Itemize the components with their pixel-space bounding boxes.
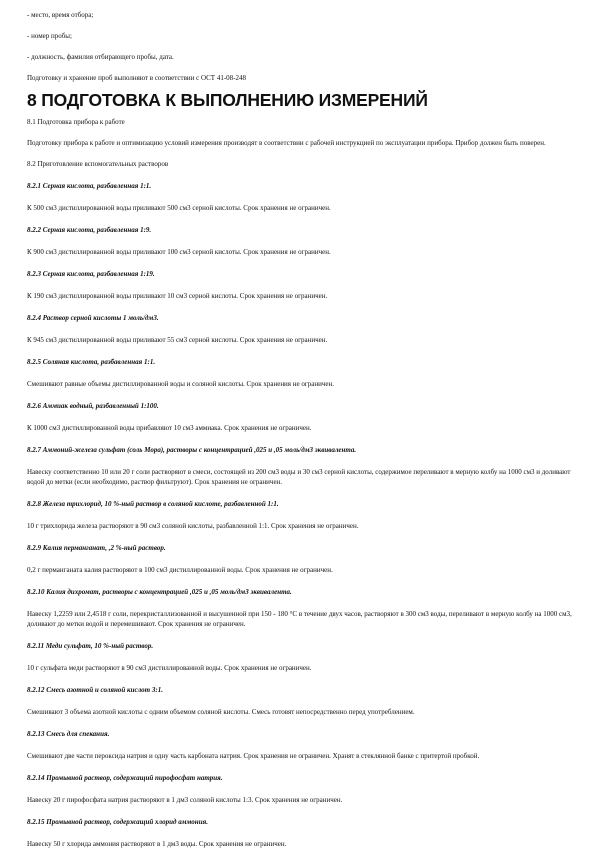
subsection-heading-8-2: 8.2 Приготовление вспомогательных растворов bbox=[27, 160, 169, 168]
solution-heading: 8.2.5 Соляная кислота, разбавленная 1:1. bbox=[27, 358, 156, 366]
solution-text: К 900 см3 дистиллированной воды приливают 100 см3 серной кислоты. Срок хранения не ограничен. bbox=[27, 248, 331, 256]
solution-text: Смешивают две части пероксида натрия и одну часть карбоната натрия. Срок хранения не ограничен. Хранят в стеклянной банке с притертой пробкой. bbox=[27, 752, 480, 760]
solution-text: К 190 см3 дистиллированной воды приливают 10 см3 серной кислоты. Срок хранения не ограничен. bbox=[27, 292, 328, 300]
solution-text: 10 г трихлорида железа растворяют в 90 см3 соляной кислоты, разбавленной 1:1. Срок хранения не ограничен. bbox=[27, 522, 359, 530]
solution-heading: 8.2.12 Смесь азотной и соляной кислот 3:1. bbox=[27, 686, 163, 694]
solution-text: Навеску 20 г пирофосфата натрия растворяют в 1 дм3 соляной кислоты 1:3. Срок хранения не ограничен. bbox=[27, 796, 343, 804]
solution-text: 10 г сульфата меди растворяют в 90 см3 дистиллированной воды. Срок хранения не ограничен. bbox=[27, 664, 312, 672]
subsection-text-8-1: Подготовку прибора к работе и оптимизацию условий измерения производят в соответствии с рабочей инструкцией по эксплуатации прибора. Прибор должен быть поверен. bbox=[27, 139, 546, 147]
subsection-heading-8-1: 8.1 Подготовка прибора к работе bbox=[27, 118, 125, 126]
solution-heading: 8.2.7 Аммоний-железа сульфат (соль Мора), растворы с концентрацией ,025 и ,05 моль/дм3 эквивалента. bbox=[27, 446, 357, 454]
solution-text: К 500 см3 дистиллированной воды приливают 500 см3 серной кислоты. Срок хранения не ограничен. bbox=[27, 204, 331, 212]
solution-heading: 8.2.3 Серная кислота, разбавленная 1:19. bbox=[27, 270, 155, 278]
solution-text: Навеску 1,2259 или 2,4518 г соли, перекристаллизованной и высушенной при 150 - 180 °С в течение двух часов, растворяют в 300 см3 воды, переливают в мерную колбу на 1000 см3, доливают до метки водой и перемешивают. Срок хранения не ограничен. bbox=[27, 610, 572, 628]
solution-text: 0,2 г перманганата калия растворяют в 100 см3 дистиллированной воды. Срок хранения не ограничен. bbox=[27, 566, 333, 574]
solution-text: Смешивают 3 объема азотной кислоты с одним объемом соляной кислоты. Смесь готовят непосредственно перед употреблением. bbox=[27, 708, 415, 716]
solution-heading: 8.2.11 Меди сульфат, 10 %-ный раствор. bbox=[27, 642, 154, 650]
bullet-sample-number: - номер пробы; bbox=[27, 32, 72, 40]
solution-heading: 8.2.4 Раствор серной кислоты 1 моль/дм3. bbox=[27, 314, 159, 322]
solution-heading: 8.2.2 Серная кислота, разбавленная 1:9. bbox=[27, 226, 152, 234]
section-title: 8 ПОДГОТОВКА К ВЫПОЛНЕНИЮ ИЗМЕРЕНИЙ bbox=[27, 90, 428, 110]
solution-heading: 8.2.14 Промывной раствор, содержащий пирофосфат натрия. bbox=[27, 774, 223, 782]
solution-heading: 8.2.1 Серная кислота, разбавленная 1:1. bbox=[27, 182, 152, 190]
solution-heading: 8.2.10 Калия дихромат, растворы с концентрацией ,025 и ,05 моль/дм3 эквивалента. bbox=[27, 588, 292, 596]
solution-heading: 8.2.13 Смесь для спекания. bbox=[27, 730, 110, 738]
solution-text: К 945 см3 дистиллированной воды приливают 55 см3 серной кислоты. Срок хранения не ограничен. bbox=[27, 336, 328, 344]
solution-text: Навеску соответственно 10 или 20 г соли растворяют в смеси, состоящей из 200 см3 воды и 30 см3 серной кислоты, содержимое переливают в мерную колбу на 1000 см3 и доливают водой до метки (если необходимо, раствор фильтруют). Срок хранения не ограничен. bbox=[27, 468, 571, 486]
bullet-position-name-date: - должность, фамилия отбирающего пробы, дата. bbox=[27, 53, 174, 61]
solution-heading: 8.2.6 Аммиак водный, разбавленный 1:100. bbox=[27, 402, 159, 410]
storage-note: Подготовку и хранение проб выполняют в соответствии с ОСТ 41-08-248 bbox=[27, 74, 246, 82]
solution-text: К 1000 см3 дистиллированной воды прибавляют 10 см3 аммиака. Срок хранения не ограничен. bbox=[27, 424, 312, 432]
bullet-place-time: - место, время отбора; bbox=[27, 11, 94, 19]
solution-text: Смешивают равные объемы дистиллированной воды и соляной кислоты. Срок хранения не ограничен. bbox=[27, 380, 334, 388]
solution-heading: 8.2.8 Железа трихлорид, 10 %-ный раствор в соляной кислоте, разбавленной 1:1. bbox=[27, 500, 279, 508]
document-page bbox=[27, 10, 575, 849]
solution-heading: 8.2.15 Промывной раствор, содержащий хлорид аммония. bbox=[27, 818, 208, 826]
solution-heading: 8.2.9 Калия перманганат, ,2 %-ный раствор. bbox=[27, 544, 166, 552]
solutions-list bbox=[27, 169, 575, 849]
solution-text: Навеску 50 г хлорида аммония растворяют в 1 дм3 воды. Срок хранения не ограничен. bbox=[27, 840, 287, 848]
